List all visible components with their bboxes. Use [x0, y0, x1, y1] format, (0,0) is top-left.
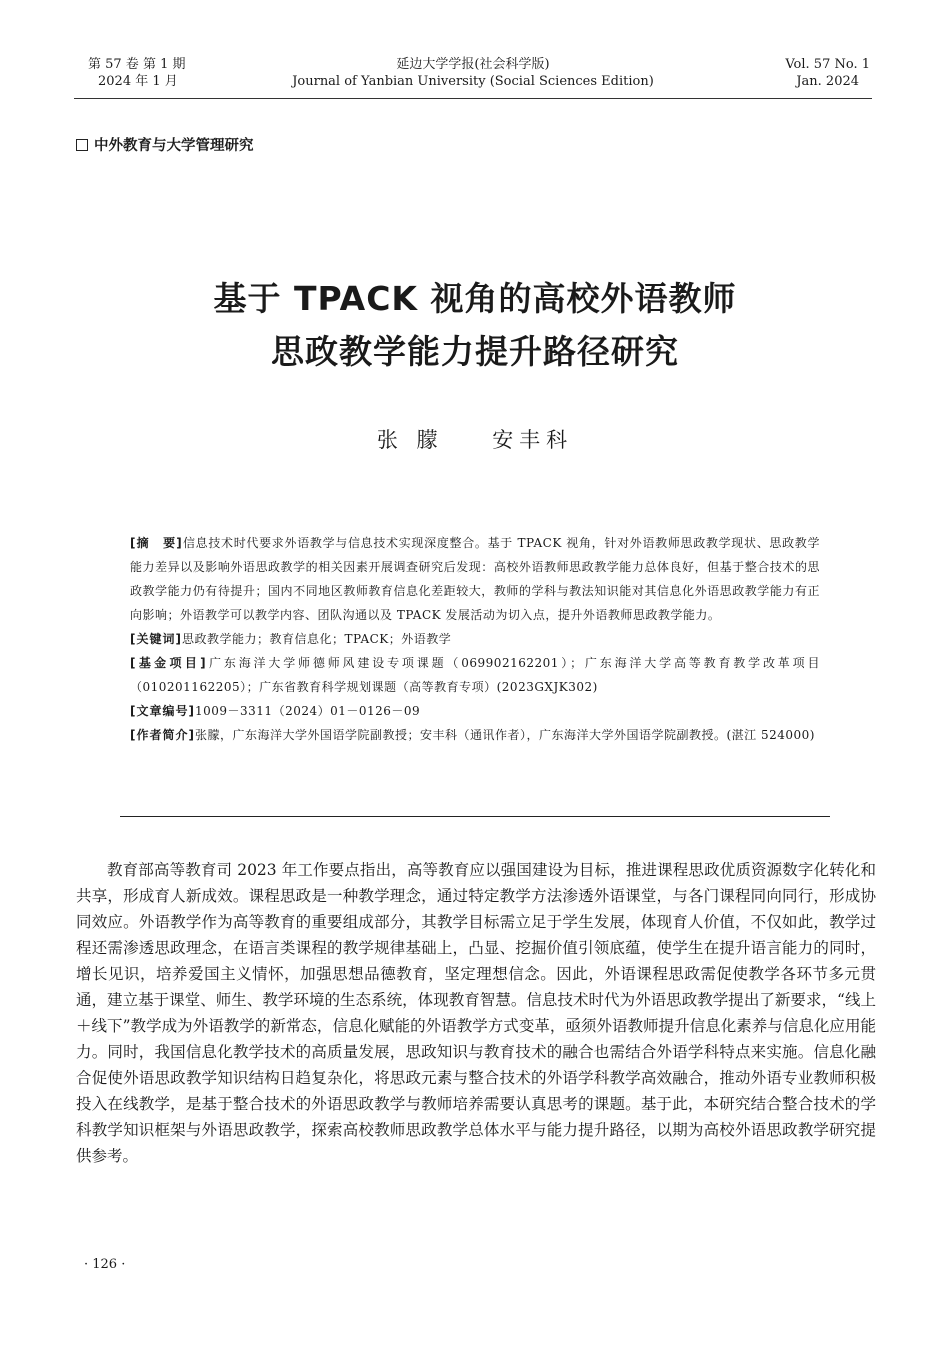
abstract-text: 信息技术时代要求外语教学与信息技术实现深度整合。基于 TPACK 视角，针对外语教师思政教学现状、思政教学能力差异以及影响外语思政教学的相关因素开展调查研究后发现：高校外语教师思政教学能力总体良好，但基于整合技术的思政教学能力仍有待提升；国内不同地区教师教育信息化差距较大，教师的学科与教法知识能对其信息化外语思政教学能力有正向影响；外语教学可以教学内容、团队沟通以及 TPACK 发展活动为切入点，提升外语教师思政教学能力。 — [130, 536, 820, 622]
square-bullet-icon — [76, 139, 88, 151]
title-line-1: 基于 TPACK 视角的高校外语教师 — [213, 279, 737, 318]
header-volume-info-en — [785, 56, 870, 90]
page-number: · 126 · — [84, 1257, 126, 1272]
article-number-text: 1009－3311（2024）01－0126－09 — [194, 704, 421, 718]
header-date-en: Jan. 2024 — [796, 74, 860, 89]
section-label-text: 中外教育与大学管理研究 — [94, 138, 254, 154]
header-date-cn: 2024 年 1 月 — [98, 74, 178, 89]
abstract-label: [摘 要] — [130, 536, 183, 550]
author-info-label: [作者简介] — [130, 728, 195, 742]
article-number-row — [130, 699, 820, 723]
keywords-label: [关键词] — [130, 632, 182, 646]
author-info-text: 张朦，广东海洋大学外国语学院副教授；安丰科（通讯作者），广东海洋大学外国语学院副教授。(湛江 524000) — [194, 728, 815, 742]
author-1: 张 朦 — [376, 428, 444, 452]
fund-row — [130, 651, 820, 699]
keywords-text: 思政教学能力；教育信息化；TPACK；外语教学 — [181, 632, 452, 646]
author-2: 安丰科 — [492, 428, 574, 452]
author-info-row — [130, 723, 820, 747]
fund-label: [基金项目] — [130, 656, 207, 670]
title-line-2: 思政教学能力提升路径研究 — [271, 332, 679, 371]
abstract-block — [130, 531, 820, 747]
abstract-row — [130, 531, 820, 627]
header-journal-name — [74, 56, 872, 90]
article-title — [0, 272, 950, 378]
author-list — [0, 424, 950, 454]
keywords-row — [130, 627, 820, 651]
running-header — [74, 56, 872, 99]
header-journal-en: Journal of Yanbian University (Social Sciences Edition) — [292, 74, 654, 89]
header-volume-issue: 第 57 卷 第 1 期 — [88, 57, 186, 72]
article-number-label: [文章编号] — [130, 704, 195, 718]
header-journal-cn: 延边大学学报(社会科学版) — [396, 57, 550, 72]
abstract-divider — [120, 816, 830, 817]
body-paragraph-1: 教育部高等教育司 2023 年工作要点指出，高等教育应以强国建设为目标，推进课程思政优质资源数字化转化和共享，形成育人新成效。课程思政是一种教学理念，通过特定教学方法渗透外语课堂，与各门课程同向同行，形成协同效应。外语教学作为高等教育的重要组成部分，其教学目标需立足于学生发展，体现育人价值，不仅如此，教学过程还需渗透思政理念，在语言类课程的教学规律基础上，凸显、挖掘价值引领底蕴，使学生在提升语言能力的同时，增长见识，培养爱国主义情怀，加强思想品德教育，坚定理想信念。因此，外语课程思政需促使教学各环节多元贯通，建立基于课堂、师生、教学环境的生态系统，体现教育智慧。信息技术时代为外语思政教学提出了新要求，“线上＋线下”教学成为外语教学的新常态，信息化赋能的外语教学方式变革，亟须外语教师提升信息化素养与信息化应用能力。同时，我国信息化教学技术的高质量发展，思政知识与教育技术的融合也需结合外语学科特点来实施。信息化融合促使外语思政教学知识结构日趋复杂化，将思政元素与整合技术的外语学科教学高效融合，推动外语专业教师积极投入在线教学，是基于整合技术的外语思政教学与教师培养需要认真思考的课题。基于此，本研究结合整合技术的学科教学知识框架与外语思政教学，探索高校教师思政教学总体水平与能力提升路径，以期为高校外语思政教学研究提供参考。 — [76, 861, 876, 1165]
fund-text: 广东海洋大学师德师风建设专项课题（069902162201）；广东海洋大学高等教育教学改革项目（010201162205）；广东省教育科学规划课题（高等教育专项）(2023GXJK302) — [130, 656, 820, 694]
header-volume-issue-en: Vol. 57 No. 1 — [785, 57, 870, 72]
section-column-label — [76, 134, 254, 155]
